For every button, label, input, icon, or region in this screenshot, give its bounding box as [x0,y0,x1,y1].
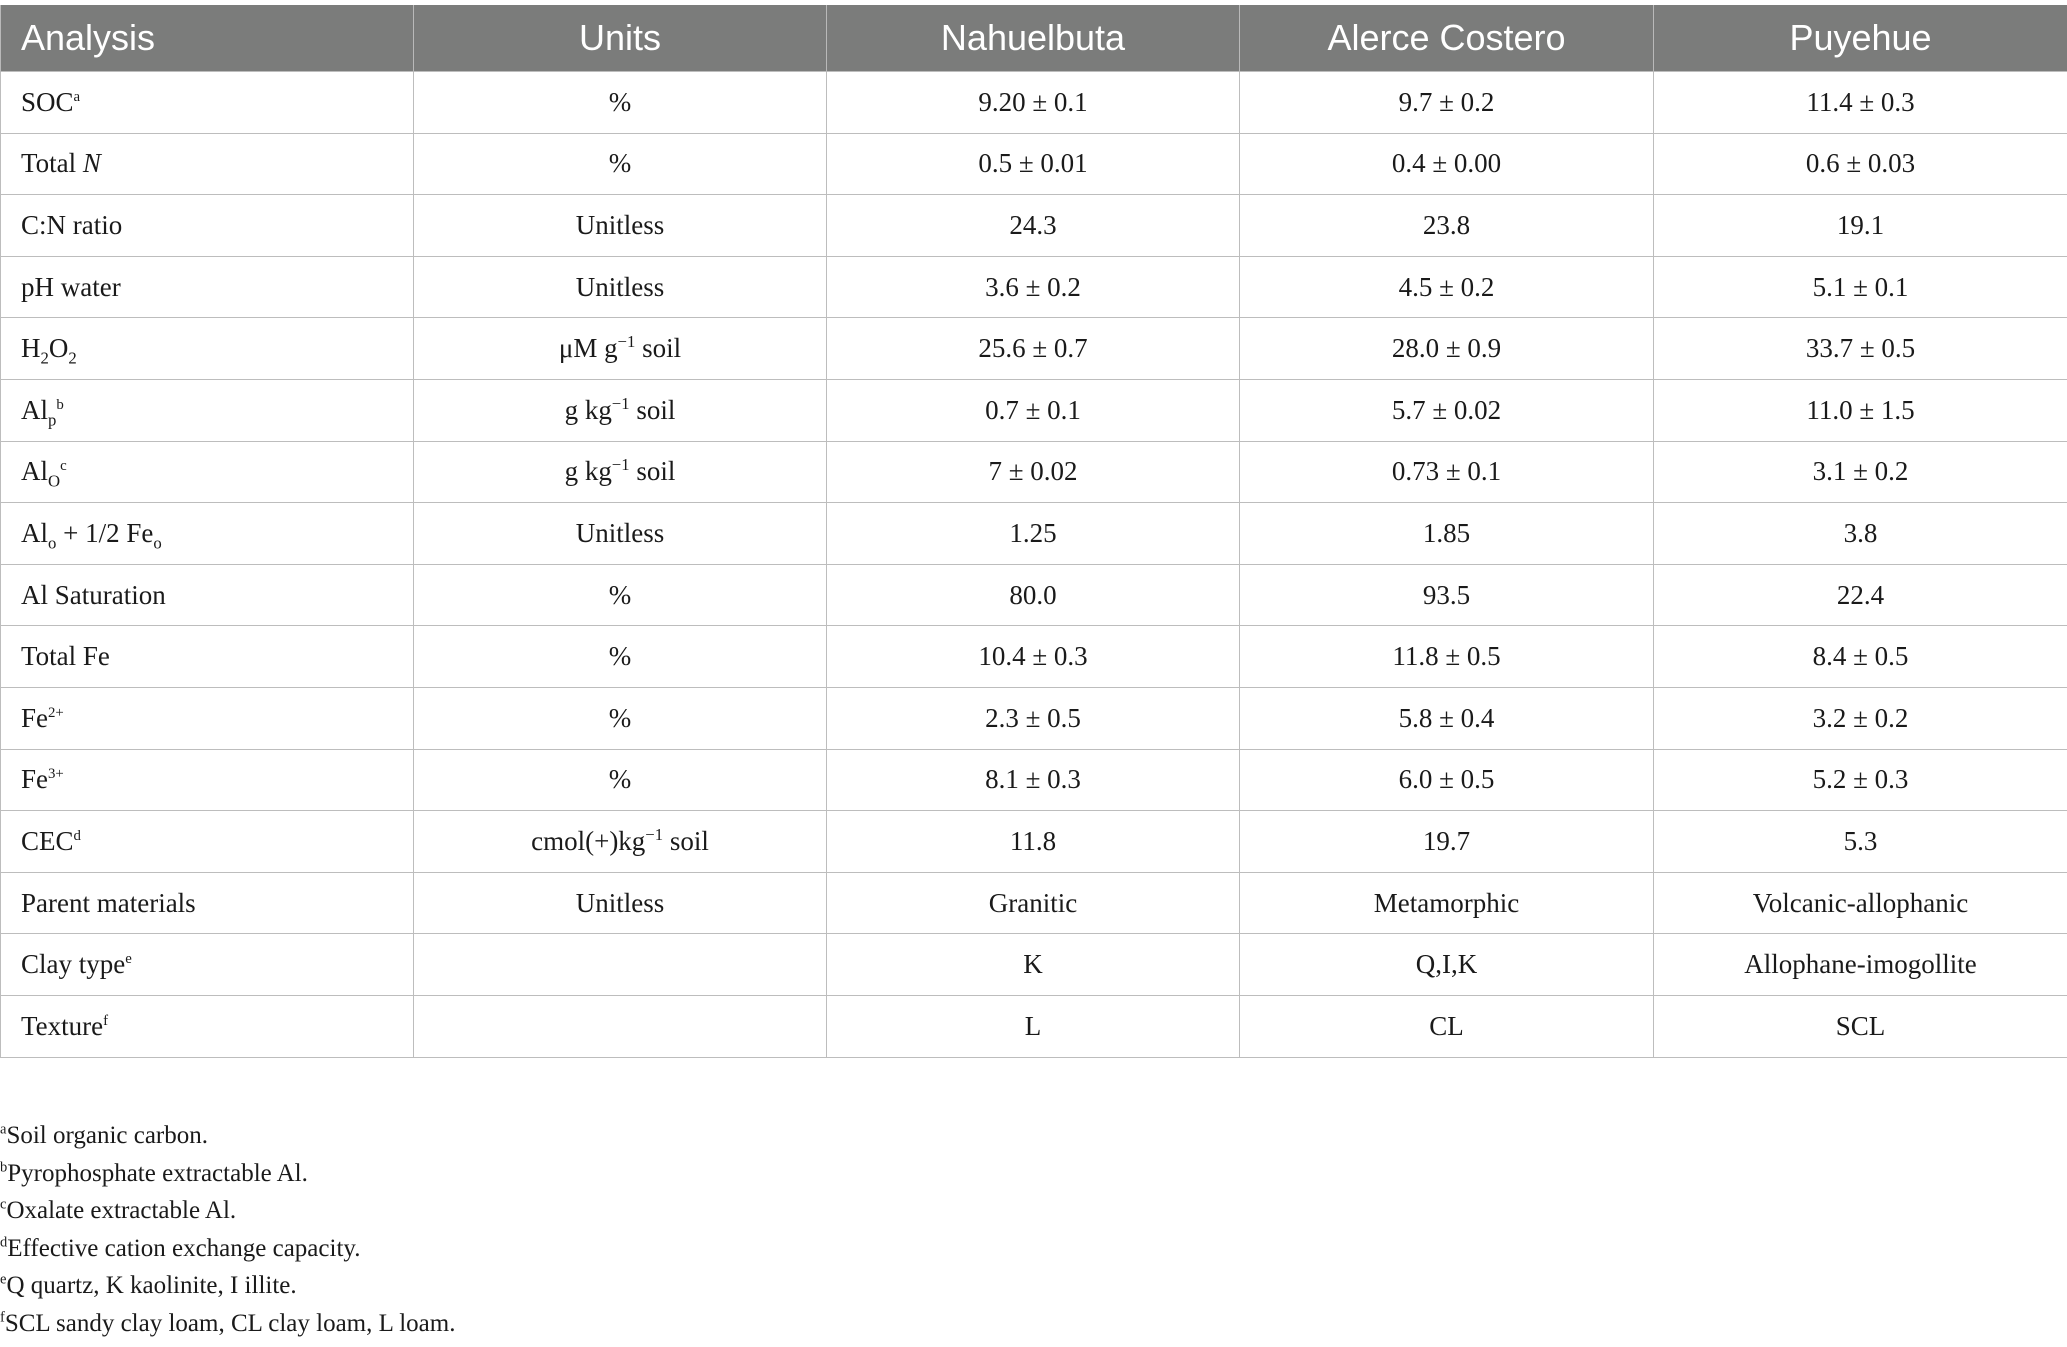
puyehue-value: 33.7 ± 0.5 [1654,318,2067,380]
footnote-mark: d [0,1234,8,1251]
analysis-label: Al [21,394,48,425]
alerce-costero-value: 5.8 ± 0.4 [1240,687,1654,749]
puyehue-value: 8.4 ± 0.5 [1654,626,2067,688]
analysis-cell [1,195,414,257]
units-cell: % [414,687,827,749]
footnote-item [0,1230,455,1268]
nahuelbuta-value: 25.6 ± 0.7 [827,318,1240,380]
table-row [1,133,2067,195]
analysis-cell [1,72,414,134]
nahuelbuta-value: 0.5 ± 0.01 [827,133,1240,195]
puyehue-value: Allophane-imogollite [1654,934,2067,996]
analysis-subscript: 2 [68,348,77,368]
units-exponent: −1 [645,824,664,844]
table-row [1,811,2067,873]
units-cell: Unitless [414,256,827,318]
alerce-costero-value: 6.0 ± 0.5 [1240,749,1654,811]
puyehue-value: 5.3 [1654,811,2067,873]
analysis-cell [1,811,414,873]
units-cell: Unitless [414,503,827,565]
analysis-cell [1,318,414,380]
analysis-label-cont: O [48,333,69,364]
nahuelbuta-value: 10.4 ± 0.3 [827,626,1240,688]
footnote-mark: a [0,1121,7,1138]
footnote-item [0,1267,455,1305]
analysis-label-italic: N [82,148,101,179]
puyehue-value: 3.8 [1654,503,2067,565]
table-row [1,934,2067,996]
analysis-subscript: O [48,471,61,491]
puyehue-value: Volcanic-allophanic [1654,872,2067,934]
table-row [1,872,2067,934]
units-cell [414,318,827,380]
footnote-item [0,1305,455,1343]
units-cell [414,934,827,996]
nahuelbuta-value: L [827,995,1240,1057]
footnote-mark: b [0,1159,8,1176]
units-label: g kg [564,456,612,487]
table-row [1,441,2067,503]
alerce-costero-value: 5.7 ± 0.02 [1240,379,1654,441]
analysis-label: Fe [21,702,48,733]
analysis-cell [1,872,414,934]
footnote-text: Oxalate extractable Al. [6,1197,237,1225]
units-cell: % [414,133,827,195]
footnote-text: Soil organic carbon. [6,1122,209,1149]
header-units: Units [414,5,827,72]
units-exponent: −1 [617,332,636,352]
nahuelbuta-value: 3.6 ± 0.2 [827,256,1240,318]
analysis-cell [1,133,414,195]
analysis-cell [1,749,414,811]
footnote-mark: e [125,951,132,968]
puyehue-value: 11.0 ± 1.5 [1654,379,2067,441]
alerce-costero-value: 1.85 [1240,503,1654,565]
nahuelbuta-value: 11.8 [827,811,1240,873]
analysis-label: Clay type [21,949,126,980]
footnote-mark: a [73,88,81,105]
units-label-cont: soil [663,825,709,856]
units-cell: % [414,749,827,811]
puyehue-value: 5.2 ± 0.3 [1654,749,2067,811]
table-row [1,749,2067,811]
alerce-costero-value: Q,I,K [1240,934,1654,996]
analysis-cell [1,626,414,688]
puyehue-value: SCL [1654,995,2067,1057]
puyehue-value: 5.1 ± 0.1 [1654,256,2067,318]
analysis-label: Al [21,517,48,548]
footnote-item [0,1155,455,1193]
footnote-mark: 3+ [48,766,64,783]
alerce-costero-value: 11.8 ± 0.5 [1240,626,1654,688]
header-analysis: Analysis [1,5,414,72]
footnote-mark: b [56,396,64,413]
units-label: g kg [564,394,612,425]
units-cell: Unitless [414,872,827,934]
footnote-text: Q quartz, K kaolinite, I illite. [6,1272,297,1300]
soil-properties-table-container [0,5,2067,1058]
units-cell [414,379,827,441]
analysis-subscript: o [48,533,57,553]
analysis-cell [1,503,414,565]
units-label-cont: soil [629,394,676,425]
puyehue-value: 11.4 ± 0.3 [1654,72,2067,134]
analysis-label: Total [21,148,83,179]
footnote-text: SCL sandy clay loam, CL clay loam, L loam. [4,1309,456,1337]
units-cell [414,811,827,873]
table-row [1,503,2067,565]
table-row [1,626,2067,688]
table-row [1,379,2067,441]
analysis-subscript: o [153,533,162,553]
analysis-cell [1,995,414,1057]
alerce-costero-value: 0.4 ± 0.00 [1240,133,1654,195]
footnote-item [0,1117,455,1155]
units-cell: Unitless [414,195,827,257]
analysis-cell [1,687,414,749]
units-label-cont: soil [629,456,676,487]
table-body [1,72,2067,1058]
units-cell [414,441,827,503]
analysis-cell [1,441,414,503]
analysis-label: H [21,333,41,364]
footnote-mark: c [0,1196,7,1213]
nahuelbuta-value: K [827,934,1240,996]
table-footnotes [0,1117,455,1343]
nahuelbuta-value: 80.0 [827,564,1240,626]
table-row [1,318,2067,380]
alerce-costero-value: 28.0 ± 0.9 [1240,318,1654,380]
footnote-text: Effective cation exchange capacity. [7,1234,361,1262]
nahuelbuta-value: 2.3 ± 0.5 [827,687,1240,749]
units-cell: % [414,72,827,134]
table-row [1,195,2067,257]
puyehue-value: 3.1 ± 0.2 [1654,441,2067,503]
nahuelbuta-value: 24.3 [827,195,1240,257]
nahuelbuta-value: Granitic [827,872,1240,934]
analysis-label: Parent materials [21,887,196,918]
units-cell [414,995,827,1057]
analysis-label: Total Fe [21,641,110,672]
alerce-costero-value: Metamorphic [1240,872,1654,934]
analysis-cell [1,256,414,318]
units-exponent: −1 [611,455,630,475]
table-row [1,995,2067,1057]
units-label: μM g [558,333,618,364]
alerce-costero-value: CL [1240,995,1654,1057]
analysis-label: Al [21,456,48,487]
analysis-label: Al Saturation [21,579,166,610]
analysis-cell [1,379,414,441]
footnote-mark: 2+ [48,704,64,721]
soil-properties-table [0,5,2067,1058]
analysis-cell [1,564,414,626]
nahuelbuta-value: 0.7 ± 0.1 [827,379,1240,441]
nahuelbuta-value: 1.25 [827,503,1240,565]
analysis-cell [1,934,414,996]
footnote-mark: d [73,827,81,844]
units-label-cont: soil [635,333,682,364]
analysis-subscript: 2 [40,348,49,368]
alerce-costero-value: 93.5 [1240,564,1654,626]
analysis-label: pH water [21,271,121,302]
alerce-costero-value: 9.7 ± 0.2 [1240,72,1654,134]
nahuelbuta-value: 7 ± 0.02 [827,441,1240,503]
analysis-label: Texture [21,1010,104,1041]
puyehue-value: 0.6 ± 0.03 [1654,133,2067,195]
puyehue-value: 22.4 [1654,564,2067,626]
table-row [1,564,2067,626]
table-row [1,72,2067,134]
puyehue-value: 19.1 [1654,195,2067,257]
table-header-row [1,5,2067,72]
footnote-mark: c [60,458,67,475]
table-row [1,687,2067,749]
analysis-label-cont: + 1/2 Fe [56,517,154,548]
analysis-label: Fe [21,764,48,795]
alerce-costero-value: 0.73 ± 0.1 [1240,441,1654,503]
nahuelbuta-value: 9.20 ± 0.1 [827,72,1240,134]
analysis-label: CEC [21,825,74,856]
analysis-subscript: p [48,410,57,430]
units-cell: % [414,564,827,626]
units-label: cmol(+)kg [531,825,646,856]
header-puyehue: Puyehue [1654,5,2067,72]
footnote-mark: f [103,1012,109,1029]
header-nahuelbuta: Nahuelbuta [827,5,1240,72]
table-row [1,256,2067,318]
alerce-costero-value: 4.5 ± 0.2 [1240,256,1654,318]
analysis-label: SOC [21,86,74,117]
footnote-text: Pyrophosphate extractable Al. [7,1159,308,1187]
alerce-costero-value: 19.7 [1240,811,1654,873]
nahuelbuta-value: 8.1 ± 0.3 [827,749,1240,811]
puyehue-value: 3.2 ± 0.2 [1654,687,2067,749]
footnote-mark: f [0,1309,5,1326]
analysis-label: C:N ratio [21,209,123,240]
footnote-item [0,1192,455,1230]
header-alerce-costero: Alerce Costero [1240,5,1654,72]
units-cell: % [414,626,827,688]
alerce-costero-value: 23.8 [1240,195,1654,257]
footnote-mark: e [0,1272,7,1289]
units-exponent: −1 [611,393,630,413]
